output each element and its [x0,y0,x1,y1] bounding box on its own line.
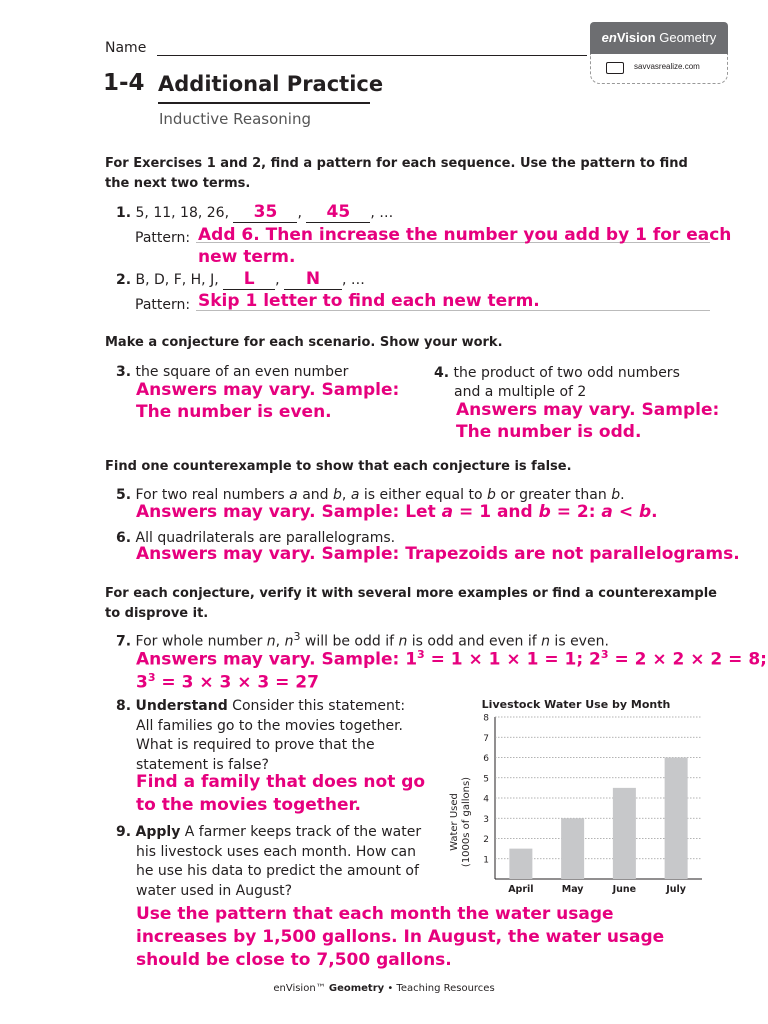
chart-y-tick-label: 8 [483,713,489,724]
ex7-var-n2: n [284,633,294,650]
footer [0,983,768,994]
ex7-text-2: , [275,633,285,650]
ex7-number: 7. [116,633,132,650]
ex7-answer-line1 [136,648,767,670]
ex5-ans-end: . [651,502,658,522]
chart-bar-may [561,818,584,879]
ex7-text-4: is odd and even if [407,633,542,650]
ex1-sequence: 5, 11, 18, 26, [135,205,230,221]
ex9-number: 9. [116,824,132,840]
ex8-prompt [116,697,405,775]
ex5-text-1: For two real numbers [135,487,290,503]
ex8-text-line1: Consider this statement: [227,698,406,714]
ex5-var-a2: a [350,487,360,503]
brand-name: Vision [616,30,656,45]
realize-url[interactable]: savvasrealize.com [634,62,700,71]
ex3-prompt [116,364,348,380]
ex8-answer-line1: Find a family that does not go [136,772,426,792]
ex7-answer-line2 [136,671,319,693]
ex4-text-line2: and a multiple of 2 [454,384,587,400]
brand-prefix: en [601,30,617,45]
ex5-var-b3: b [611,487,621,503]
ex7-exp: 3 [293,630,301,643]
section3-instruction: Find one counterexample to show that each conjecture is false. [105,459,572,474]
ex6-text: All quadrilaterals are parallelograms. [135,530,396,546]
section4-instruction-line1: For each conjecture, verify it with several more examples or find a counterexample [105,586,717,601]
footer-separator: • [384,983,397,994]
chart-bar-april [509,849,532,879]
ex5-prompt [116,487,625,503]
livestock-water-chart [440,692,710,904]
ex5-ans-3: = 2: [550,502,602,522]
footer-product: Geometry [328,983,385,994]
ex9-answer-line3: should be close to 7,500 gallons. [136,950,452,970]
ex9-answer-line2: increases by 1,500 gallons. In August, the water usage [136,927,665,947]
ex2-answer-1[interactable] [223,269,275,290]
lesson-title: Additional Practice [158,72,384,96]
ex9-text-line1: A farmer keeps track of the water [180,824,422,840]
footer-brand: enVision™ [273,983,326,994]
exercise-1: 1. 5, 11, 18, 26, 35 , 45 , … [116,202,394,222]
ex1-pattern-answer-line1: Add 6. Then increase the number you add by 1 for each [198,225,732,245]
ex7-ans-3: = 2 × 2 × 2 = 8; [608,649,767,670]
ex1-number: 1. [116,205,132,221]
chart-y-tick-label: 7 [483,733,489,744]
chart-y-tick-label: 6 [483,754,489,764]
chart-bar-july [665,758,688,880]
ex6-number: 6. [116,530,132,546]
section2-instruction: Make a conjecture for each scenario. Show your work. [105,335,503,350]
ex9-text-line2: his livestock uses each month. How can [136,843,417,860]
ex8-number: 8. [116,698,132,714]
ex5-text-4: is either equal to [359,487,487,503]
chart-ylabel-line2: (1000s of gallons) [461,776,472,868]
ex7-ans-exp2: 3 [600,648,609,661]
ex7-ans2-2: = 3 × 3 × 3 = 27 [155,672,319,693]
ex2-pattern-label: Pattern: [135,297,191,313]
ex5-text-5: or greater than [495,487,612,503]
ex2-sequence: B, D, F, H, J, [135,272,219,288]
footer-resource: Teaching Resources [396,983,495,994]
ex2-answer-2[interactable] [284,269,342,290]
chart-y-ticks [483,714,489,866]
ex8-text-line2: All families go to the movies together. [136,717,403,734]
ex8-text-line4: statement is false? [136,756,269,773]
ex7-prompt [116,630,609,650]
ex5-var-b2: b [486,487,496,503]
ex8-answer-line2: to the movies together. [136,795,361,815]
ex7-text-3: will be odd if [300,633,399,650]
ex5-text-2: and [297,487,334,503]
ex2-number: 2. [116,272,132,288]
section4-instruction [105,584,717,624]
name-line [157,55,587,56]
ex3-answer-line1: Answers may vary. Sample: [136,380,400,400]
chart-x-ticks [508,884,687,895]
ex7-var-n3: n [398,633,408,650]
ex1-answer-1-text: 35 [253,202,278,222]
ex9-text-line3: he use his data to predict the amount of [136,863,419,879]
ex2-pattern-answer: Skip 1 letter to find each new term. [198,291,540,311]
section1-instruction: For Exercises 1 and 2, find a pattern for each sequence. Use the pattern to find the next two terms. [105,156,688,191]
lesson-number: 1-4 [103,70,145,96]
ex4-text-line1: the product of two odd numbers [453,365,680,381]
chart-ylabel-line1: Water Used [449,793,460,851]
ex9-text-line4: water used in August? [136,882,293,899]
ex2-answer-1-text: L [243,269,255,289]
chart-x-tick-label: July [666,884,686,895]
chart-title: Livestock Water Use by Month [481,698,671,711]
ex2-answer-2-text: N [305,269,321,289]
ex5-ans-a2: a [601,502,613,522]
ex1-answer-2-text: 45 [326,202,351,222]
brand-badge [590,22,728,54]
ex5-ans-1: Answers may vary. Sample: Let [136,502,442,522]
lesson-subtitle: Inductive Reasoning [159,110,311,128]
ex8-label: Understand [135,698,228,714]
ex1-answer-1[interactable] [233,202,297,223]
ex8-text-line3: What is required to prove that the [136,737,375,753]
ex1-answer-2[interactable] [306,202,370,223]
section4-instruction-line2: to disprove it. [105,606,209,621]
ex4-answer-line1: Answers may vary. Sample: [456,400,720,420]
chart-x-tick-label: May [561,884,584,895]
ex7-ans-2: = 1 × 1 × 1 = 1; 2 [424,649,601,670]
ex5-ans-2: = 1 and [453,502,539,522]
ex9-prompt [116,823,421,901]
chart-x-tick-label: June [612,884,637,895]
laptop-icon [606,62,624,74]
ex9-label: Apply [135,824,181,840]
ex7-var-n4: n [541,633,550,650]
ex7-text-5: is even. [549,633,609,650]
ex5-number: 5. [116,487,132,503]
chart-ylabel-group [449,777,472,867]
ex5-ans-b: b [538,502,551,522]
ex7-ans-1: Answers may vary. Sample: 1 [136,649,418,670]
ex5-ans-lt: < [612,502,639,522]
brand-suffix: Geometry [655,30,717,45]
chart-y-tick-label: 5 [483,774,489,785]
ex4-number: 4. [434,365,450,381]
ex5-text-6: . [620,487,625,503]
exercise-2: 2. B, D, F, H, J, L , N , … [116,269,365,289]
ex1-ellipsis: , … [370,205,394,221]
ex5-answer [136,502,658,522]
chart-y-tick-label: 3 [483,814,489,825]
ex5-text-3: , [341,487,351,503]
chart-y-tick-label: 2 [483,835,489,845]
ex4-prompt [434,364,680,402]
name-label: Name [105,40,147,56]
ex2-ellipsis: , … [342,272,365,288]
ex3-text: the square of an even number [135,364,349,380]
ex9-answer-line1: Use the pattern that each month the water usage [136,904,614,924]
ex3-number: 3. [116,364,132,380]
title-underline [158,102,370,104]
chart-x-tick-label: April [508,884,534,895]
ex7-ans2-1: 3 [136,672,148,693]
ex1-pattern-answer-line2: new term. [198,247,296,267]
ex7-ans2-exp: 3 [147,671,156,684]
ex1-pattern-label: Pattern: [135,230,191,246]
ex6-answer: Answers may vary. Sample: Trapezoids are not parallelograms. [136,544,740,564]
chart-bar-june [613,788,636,879]
ex7-ans-exp1: 3 [417,648,425,661]
ex3-answer-line2: The number is even. [136,402,332,422]
ex5-ans-a: a [441,502,454,522]
ex7-text-1: For whole number [135,633,267,650]
ex4-answer-line2: The number is odd. [456,422,642,442]
ex5-var-a: a [289,487,298,503]
chart-y-tick-label: 4 [483,794,489,805]
ex5-var-b: b [333,487,342,503]
ex5-ans-b2: b [639,502,652,522]
ex7-var-n: n [266,633,276,650]
chart-y-tick-label: 1 [483,855,489,866]
